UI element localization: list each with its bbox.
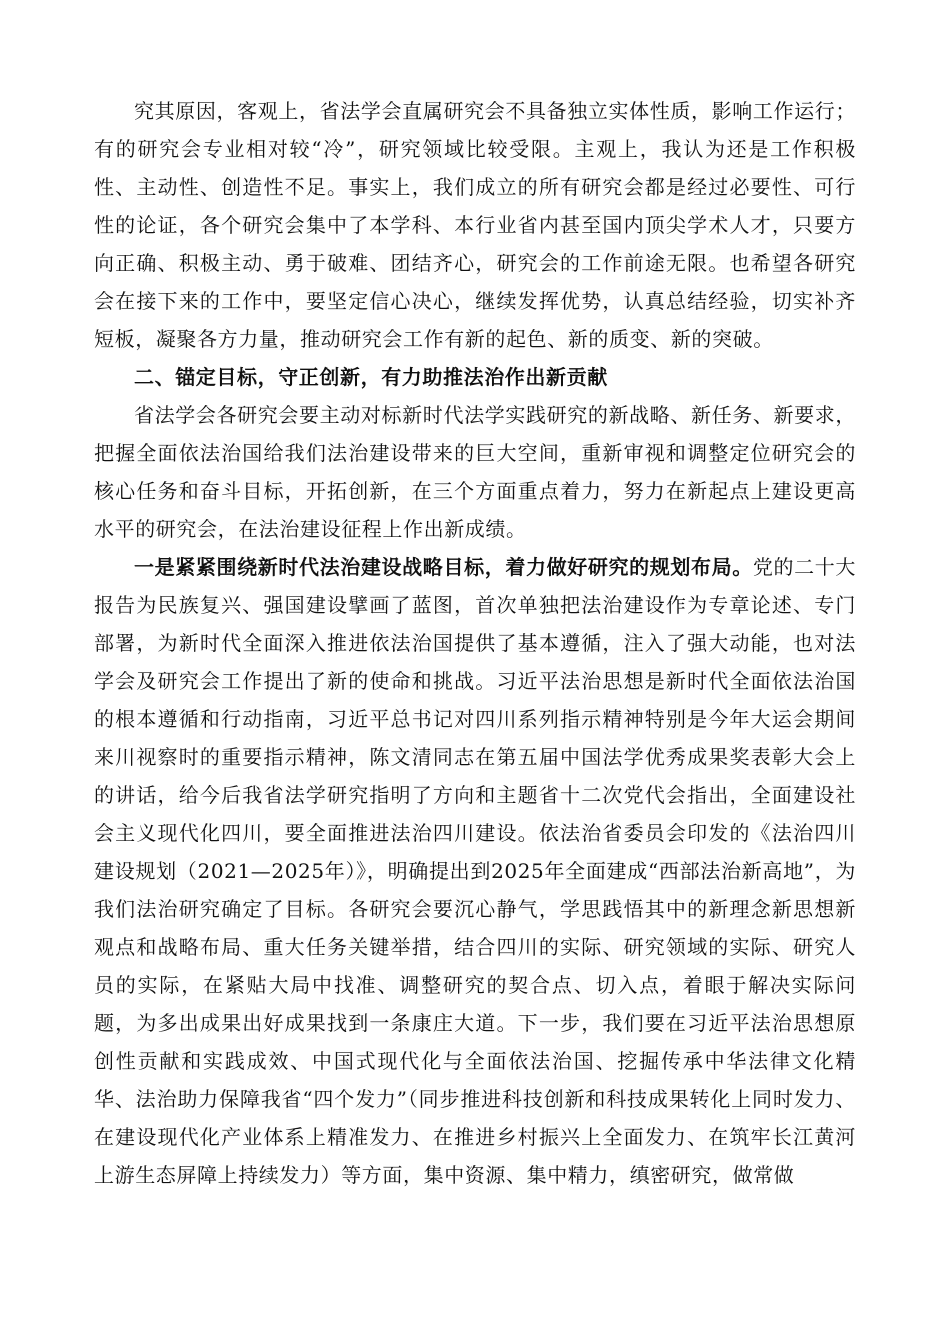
paragraph-point-one-body: 党的二十大报告为民族复兴、强国建设擘画了蓝图，首次单独把法治建设作为专章论述、专门部署，为新时代全面深入推进依法治国提供了基本遵循，注入了强大动能，也对法学会及研究会工作提出了新的使命和挑战。习近平法治思想是新时代全面依法治国的根本遵循和行动指南，习近平总书记对四川系列指示精神特别是今年大运会期间来川视察时的重要指示精神，陈文清同志在第五届中国法学优秀成果奖表彰大会上的讲话，给今后我省法学研究指明了方向和主题省十二次党代会指出，全面建设社会主义现代化四川，要全面推进法治四川建设。依法治省委员会印发的《法治四川建设规划（2021—2025年）》，明确提出到2025年全面建成“西部法治新高地”，为我们法治研究确定了目标。各研究会要沉心静气，学思践悟其中的新理念新思想新观点和战略布局、重大任务关键举措，结合四川的实际、研究领域的实际、研究人员的实际，在紧贴大局中找准、调整研究的契合点、切入点，着眼于解决实际问题，为多出成果出好成果找到一条康庄大道。下一步，我们要在习近平法治思想原创性贡献和实践成效、中国式现代化与全面依法治国、挖掘传承中华法律文化精华、法治助力保障我省“四个发力”（同步推进科技创新和科技成果转化上同时发力、在建设现代化产业体系上精准发力、在推进乡村振兴上全面发力、在筑牢长江黄河上游生态屏障上持续发力）等方面，集中资源、集中精力，缜密研究，做常做: [94, 555, 857, 1187]
paragraph-reasons: 究其原因，客观上，省法学会直属研究会不具备独立实体性质，影响工作运行；有的研究会专业相对较“冷”，研究领域比较受限。主观上，我认为还是工作积极性、主动性、创造性不足。事实上，我们成立的所有研究会都是经过必要性、可行性的论证，各个研究会集中了本学科、本行业省内甚至国内顶尖学术人才，只要方向正确、积极主动、勇于破难、团结齐心，研究会的工作前途无限。也希望各研究会在接下来的工作中，要坚定信心决心，继续发挥优势，认真总结经验，切实补齐短板，凝聚各方力量，推动研究会工作有新的起色、新的质变、新的突破。: [94, 99, 856, 351]
paragraph-point-one: [94, 548, 856, 1194]
section-heading-2: 二、锚定目标，守正创新，有力助推法治作出新贡献: [134, 365, 608, 389]
document-body: [94, 92, 856, 1194]
paragraph-point-one-lead: 一是紧紧围绕新时代法治建设战略目标，着力做好研究的规划布局。: [134, 555, 753, 579]
paragraph-section-intro: 省法学会各研究会要主动对标新时代法学实践研究的新战略、新任务、新要求，把握全面依法治国给我们法治建设带来的巨大空间，重新审视和调整定位研究会的核心任务和奋斗目标，开拓创新，在三个方面重点着力，努力在新起点上建设更高水平的研究会，在法治建设征程上作出新成绩。: [94, 403, 856, 541]
